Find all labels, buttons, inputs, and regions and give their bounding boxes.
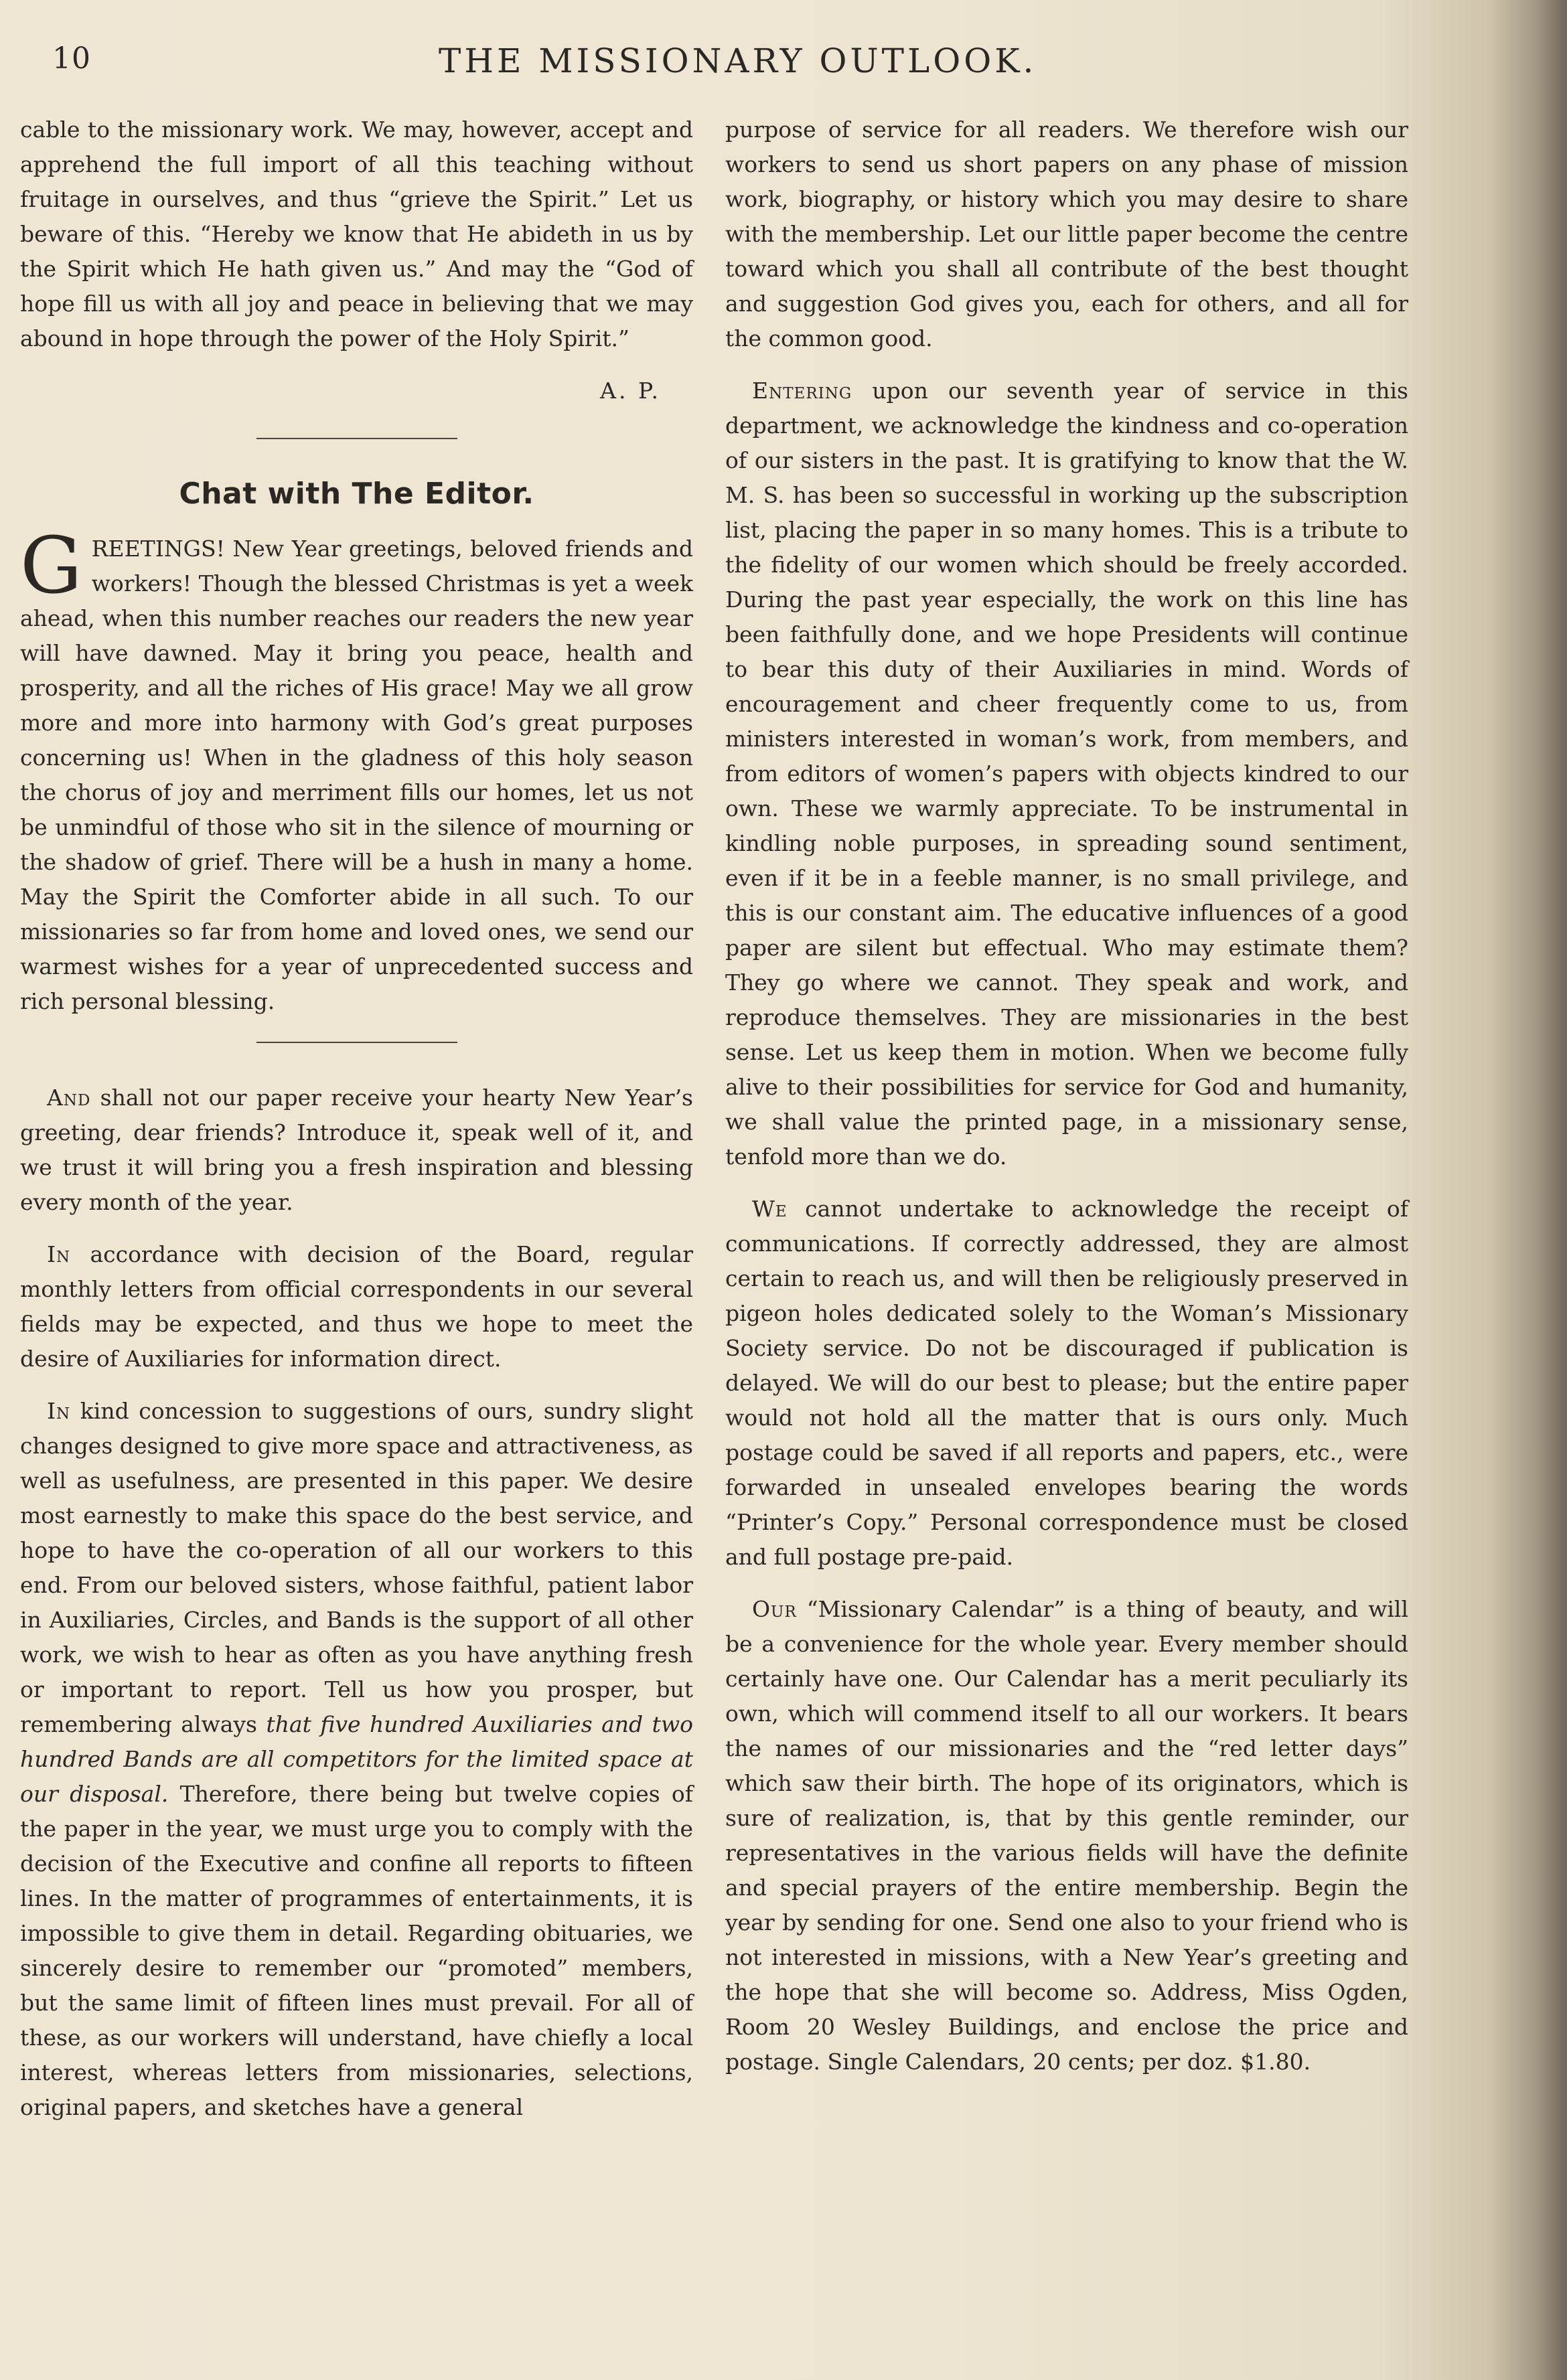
drop-cap: G [20, 521, 82, 611]
section-heading: Chat with The Editor. [179, 477, 534, 511]
lead-word: In [47, 1398, 71, 1424]
running-head: THE MISSIONARY OUTLOOK. [439, 42, 1037, 80]
paragraph-text: shall not our paper receive your hearty New Year’s greeting, dear friends? Introduce it, speak well of it, and we trust it will bring you a fresh inspiration and blessing every month of the year. [20, 1085, 693, 1215]
paragraph-text: upon our seventh year of service in this department, we acknowledge the kindness and co-operation of our sisters in the past. It is gratifying to know that the W. M. S. has been so successful in working up the subscription list, placing the paper in so many homes. This is a tribute to the fidelity of our women which should be freely accorded. During the past year especially, the work on this line has been faithfully done, and we hope Presidents will continue to bear this duty of their Auxiliaries in mind. Words of encouragement and cheer frequently come to us, from ministers interested in woman’s work, from members, and from editors of women’s papers with objects kindred to our own. These we warmly appreciate. To be instrumental in kindling noble purposes, in spreading sound sentiment, even if it be in a feeble manner, is no small privilege, and this is our constant aim. The educative influences of a good paper are silent but effectual. Who may estimate them? They go where we cannot. They speak and work, and reproduce themselves. They are missionaries in the best sense. Let us keep them in motion. When we become fully alive to their possibilities for service for God and humanity, we shall value the printed page, in a missionary sense, tenfold more than we do. [725, 378, 1408, 1170]
lead-word: Our [752, 1596, 797, 1622]
right-column [725, 112, 1408, 2097]
paragraph-text: kind concession to suggestions of ours, sundry slight changes designed to give more space and attractiveness, as well as usefulness, are presented in this paper. We desire most earnestly to make this space do the best service, and hope to have the co-operation of all our workers to this end. From our beloved sisters, whose faithful, patient labor in Auxiliaries, Circles, and Bands is the support of all other work, we wish to hear as often as you have anything fresh or important to report. Tell us how you prosper, but remembering always [20, 1398, 693, 1737]
lead-word: We [752, 1196, 788, 1222]
divider [256, 438, 457, 439]
page-header [0, 42, 1567, 82]
lead-word: Entering [752, 378, 852, 404]
paragraph-text: cannot undertake to acknowledge the receipt of communications. If correctly addressed, they are almost certain to reach us, and will then be religiously preserved in pigeon holes dedicated solely to the Woman’s Missionary Society service. Do not be discouraged if publication is delayed. We will do our best to please; but the entire paper would not hold all the matter that is ours only. Much postage could be saved if all reports and papers, etc., were forwarded in unsealed envelopes bearing the words “Printer’s Copy.” Personal correspondence must be closed and full postage pre-paid. [725, 1196, 1408, 1570]
paragraph-text: accordance with decision of the Board, regular monthly letters from official correspondents in our several fields may be expected, and thus we hope to meet the desire of Auxiliaries for information direct. [20, 1241, 693, 1372]
lead-word: And [47, 1085, 91, 1111]
greetings-paragraph [20, 521, 693, 1019]
paragraph [725, 374, 1408, 1174]
paragraph-text: Therefore, there being but twelve copies of the paper in the year, we must urge you to comply with the decision of the Executive and confine all reports to fifteen lines. In the matter of programmes of entertainments, it is impossible to give them in detail. Regarding obituaries, we sincerely desire to remember our “promoted” members, but the same limit of fifteen lines must prevail. For all of these, as our workers will understand, have chiefly a local interest, whereas letters from missionaries, selections, original papers, and sketches have a general [20, 1781, 693, 2120]
paragraph-continuation: purpose of service for all readers. We therefore wish our workers to send us short papers on any phase of mission work, biography, or history which you may desire to share with the membership. Let our little paper become the centre toward which you shall all contribute of the best thought and suggestion God gives you, each for others, and all for the common good. [725, 116, 1408, 351]
paragraph-continuation: cable to the missionary work. We may, however, accept and apprehend the full import of all this teaching without fruitage in ourselves, and thus “grieve the Spirit.” Let us beware of this. “Hereby we know that He abideth in us by the Spirit which He hath given us.” And may the “God of hope fill us with all joy and peace in believing that we may abound in hope through the power of the Holy Spirit.” [20, 116, 693, 351]
emphasized-text: that five hundred Auxiliaries and two hundred Bands are all competitors for the limited space at our disposal. [20, 1711, 693, 1807]
paragraph-text: “Missionary Calendar” is a thing of beauty, and will be a convenience for the whole year. Every member should certainly have one. Our Calendar has a merit peculiarly its own, which will commend itself to all our workers. It bears the names of our missionaries and the “red letter days” which saw their birth. The hope of its originators, which is sure of realization, is, that by this gentle reminder, our representatives in the various fields will have the definite and special prayers of the entire membership. Begin the year by sending for one. Send one also to your friend who is not interested in missions, with a New Year’s greeting and the hope that she will become so. Address, Miss Ogden, Room 20 Wesley Buildings, and enclose the price and postage. Single Calendars, 20 cents; per doz. $1.80. [725, 1596, 1408, 2075]
lead-word: In [47, 1241, 71, 1267]
greetings-text: REETINGS! New Year greetings, beloved friends and workers! Though the blessed Christmas is yet a week ahead, when this number reaches our readers the new year will have dawned. May it bring you peace, health and prosperity, and all the riches of His grace! May we all grow more and more into harmony with God’s great purposes concerning us! When in the gladness of this holy season the chorus of joy and merriment fills our homes, let us not be unmindful of those who sit in the silence of mourning or the shadow of grief. There will be a hush in many a home. May the Spirit the Comforter abide in all such. To our missionaries so far from home and loved ones, we send our warmest wishes for a year of unprecedented success and rich personal blessing. [20, 536, 693, 1014]
paragraph [20, 1237, 693, 1376]
divider [256, 1042, 457, 1043]
left-column [20, 112, 693, 2142]
paragraph [20, 1394, 693, 2125]
paragraph [20, 1081, 693, 1220]
page-number: 10 [52, 42, 91, 76]
paragraph [725, 1592, 1408, 2079]
paragraph [725, 1192, 1408, 1575]
signature: A. P. [600, 378, 661, 404]
